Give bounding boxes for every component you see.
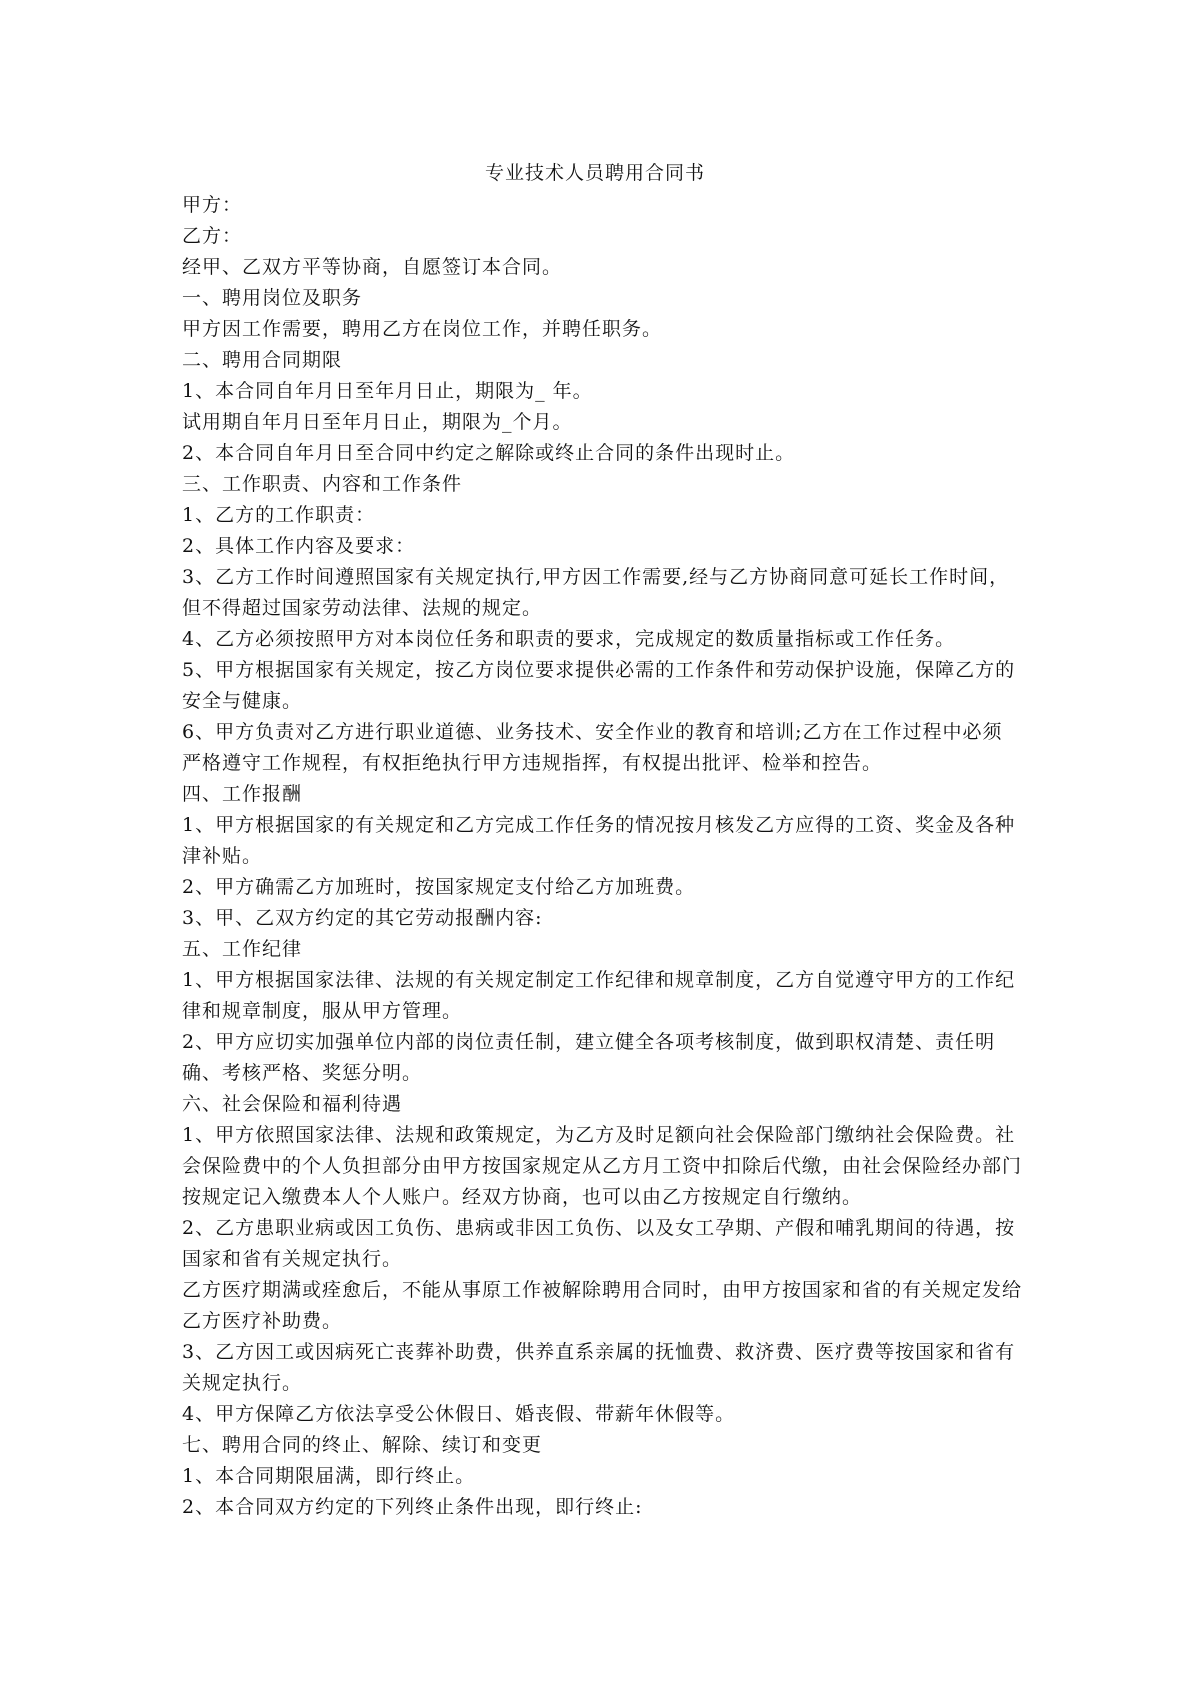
section-heading: 六、社会保险和福利待遇 bbox=[182, 1093, 403, 1115]
paragraph: 2、乙方患职业病或因工负伤、患病或非因工负伤、以及女工孕期、产假和哺乳期间的待遇，按国家和省有关规定执行。 bbox=[182, 1217, 1016, 1270]
paragraph: 1、本合同自年月日至年月日止，期限为_ 年。 bbox=[182, 380, 593, 402]
section-heading: 一、聘用岗位及职务 bbox=[182, 287, 363, 309]
paragraph: 4、乙方必须按照甲方对本岗位任务和职责的要求，完成规定的数质量指标或工作任务。 bbox=[182, 628, 956, 650]
party-a-line: 甲方： bbox=[182, 194, 243, 216]
document-body bbox=[182, 190, 1022, 1523]
section-heading: 二、聘用合同期限 bbox=[182, 349, 343, 371]
paragraph: 3、乙方工作时间遵照国家有关规定执行,甲方因工作需要,经与乙方协商同意可延长工作时间，但不得超过国家劳动法律、法规的规定。 bbox=[182, 566, 1010, 619]
paragraph: 3、乙方因工或因病死亡丧葬补助费，供养直系亲属的抚恤费、救济费、医疗费等按国家和省有关规定执行。 bbox=[182, 1341, 1016, 1394]
section-heading: 四、工作报酬 bbox=[182, 783, 303, 805]
paragraph: 1、甲方根据国家法律、法规的有关规定制定工作纪律和规章制度，乙方自觉遵守甲方的工作纪律和规章制度，服从甲方管理。 bbox=[182, 969, 1016, 1022]
paragraph: 试用期自年月日至年月日止，期限为_个月。 bbox=[182, 411, 573, 433]
section-heading: 七、聘用合同的终止、解除、续订和变更 bbox=[182, 1434, 543, 1456]
paragraph: 1、甲方依照国家法律、法规和政策规定，为乙方及时足额向社会保险部门缴纳社会保险费。社会保险费中的个人负担部分由甲方按国家规定从乙方月工资中扣除后代缴，由社会保险经办部门按规定记入缴费本人个人账户。经双方协商，也可以由乙方按规定自行缴纳。 bbox=[182, 1124, 1023, 1208]
paragraph: 乙方医疗期满或痊愈后，不能从事原工作被解除聘用合同时，由甲方按国家和省的有关规定发给乙方医疗补助费。 bbox=[182, 1279, 1023, 1332]
paragraph: 6、甲方负责对乙方进行职业道德、业务技术、安全作业的教育和培训;乙方在工作过程中必须严格遵守工作规程，有权拒绝执行甲方违规指挥，有权提出批评、检举和控告。 bbox=[182, 721, 1003, 774]
paragraph: 2、本合同自年月日至合同中约定之解除或终止合同的条件出现时止。 bbox=[182, 442, 796, 464]
paragraph: 1、本合同期限届满，即行终止。 bbox=[182, 1465, 476, 1487]
document-title: 专业技术人员聘用合同书 bbox=[484, 162, 705, 184]
party-b-line: 乙方： bbox=[182, 225, 243, 247]
paragraph: 3、甲、乙双方约定的其它劳动报酬内容: bbox=[182, 907, 543, 929]
paragraph: 甲方因工作需要，聘用乙方在岗位工作，并聘任职务。 bbox=[182, 318, 663, 340]
paragraph: 1、乙方的工作职责： bbox=[182, 504, 376, 526]
paragraph: 1、甲方根据国家的有关规定和乙方完成工作任务的情况按月核发乙方应得的工资、奖金及各种津补贴。 bbox=[182, 814, 1016, 867]
paragraph: 5、甲方根据国家有关规定，按乙方岗位要求提供必需的工作条件和劳动保护设施，保障乙方的安全与健康。 bbox=[182, 659, 1016, 712]
paragraph: 2、甲方应切实加强单位内部的岗位责任制，建立健全各项考核制度，做到职权清楚、责任明确、考核严格、奖惩分明。 bbox=[182, 1031, 996, 1084]
paragraph: 2、甲方确需乙方加班时，按国家规定支付给乙方加班费。 bbox=[182, 876, 696, 898]
preamble: 经甲、乙双方平等协商，自愿签订本合同。 bbox=[182, 256, 563, 278]
section-heading: 五、工作纪律 bbox=[182, 938, 303, 960]
paragraph: 2、本合同双方约定的下列终止条件出现，即行终止: bbox=[182, 1496, 643, 1518]
paragraph: 4、甲方保障乙方依法享受公休假日、婚丧假、带薪年休假等。 bbox=[182, 1403, 736, 1425]
section-heading: 三、工作职责、内容和工作条件 bbox=[182, 473, 463, 495]
paragraph: 2、具体工作内容及要求： bbox=[182, 535, 416, 557]
